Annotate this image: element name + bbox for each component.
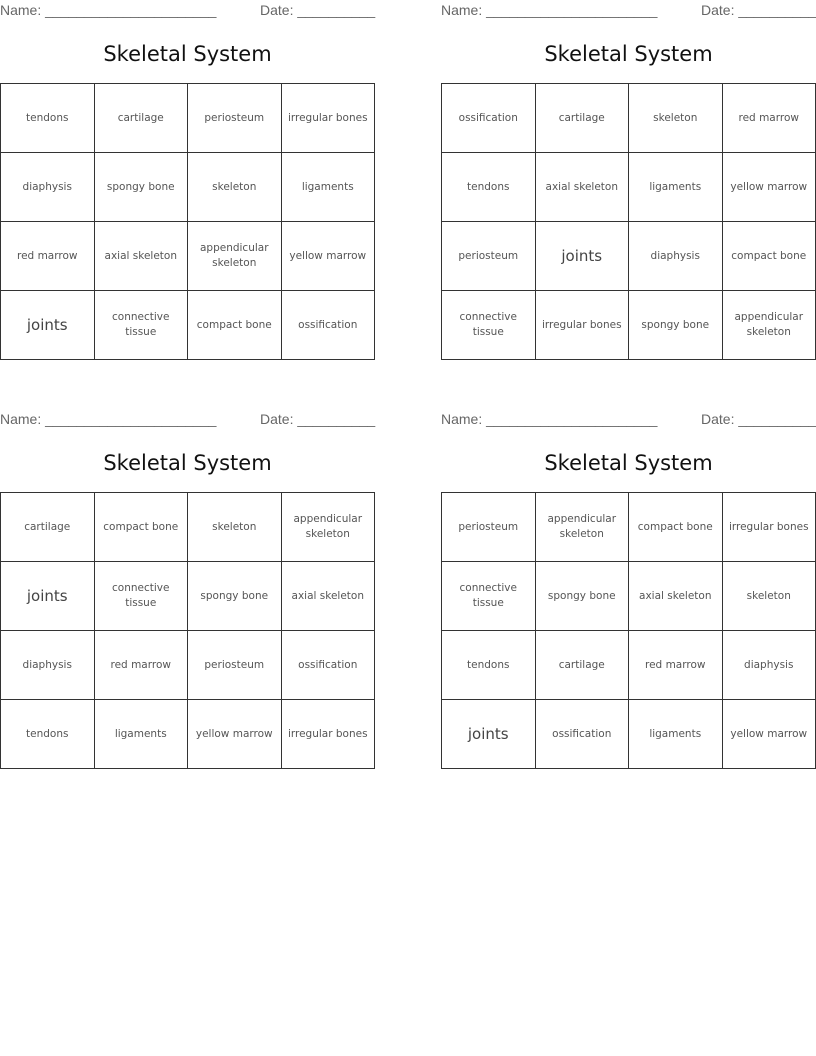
grid-cell: axial skeleton <box>94 222 188 291</box>
grid-cell: joints <box>1 562 95 631</box>
grid-cell: cartilage <box>535 84 629 153</box>
grid-cell: skeleton <box>722 562 816 631</box>
name-field: Name: ______________________ <box>0 2 217 18</box>
grid-cell: axial skeleton <box>535 153 629 222</box>
bingo-grid <box>441 492 816 769</box>
grid-cell: compact bone <box>722 222 816 291</box>
grid-cell: ossification <box>442 84 536 153</box>
grid-row <box>442 153 816 222</box>
grid-cell: spongy bone <box>188 562 282 631</box>
grid-cell: yellow marrow <box>722 153 816 222</box>
grid-cell: periosteum <box>442 493 536 562</box>
grid-cell: skeleton <box>629 84 723 153</box>
grid-cell: cartilage <box>1 493 95 562</box>
grid-cell: connective tissue <box>442 562 536 631</box>
grid-cell: tendons <box>1 700 95 769</box>
grid-cell: irregular bones <box>281 700 375 769</box>
bingo-grid <box>441 83 816 360</box>
date-field: Date: __________ <box>260 411 376 427</box>
grid-row <box>442 291 816 360</box>
grid-cell: skeleton <box>188 153 282 222</box>
grid-cell: compact bone <box>629 493 723 562</box>
grid-cell: cartilage <box>535 631 629 700</box>
grid-cell: connective tissue <box>442 291 536 360</box>
grid-cell: appendicular skeleton <box>281 493 375 562</box>
grid-cell: ossification <box>281 631 375 700</box>
grid-cell: ligaments <box>629 153 723 222</box>
date-field: Date: __________ <box>701 411 816 427</box>
bingo-grid <box>0 492 375 769</box>
grid-cell: diaphysis <box>722 631 816 700</box>
grid-row <box>442 631 816 700</box>
grid-row <box>442 700 816 769</box>
grid-row <box>1 700 375 769</box>
grid-cell: ossification <box>281 291 375 360</box>
grid-cell: skeleton <box>188 493 282 562</box>
card-title: Skeletal System <box>544 451 713 475</box>
grid-cell: spongy bone <box>535 562 629 631</box>
grid-cell: irregular bones <box>281 84 375 153</box>
bingo-grid <box>0 83 375 360</box>
card-header <box>0 409 375 429</box>
grid-row <box>442 84 816 153</box>
card-header <box>441 0 816 20</box>
grid-cell: yellow marrow <box>188 700 282 769</box>
grid-cell: red marrow <box>1 222 95 291</box>
grid-cell: connective tissue <box>94 562 188 631</box>
grid-cell: yellow marrow <box>722 700 816 769</box>
grid-cell: ligaments <box>281 153 375 222</box>
grid-row <box>1 291 375 360</box>
grid-cell: diaphysis <box>1 153 95 222</box>
grid-cell: joints <box>535 222 629 291</box>
card-header <box>0 0 375 20</box>
name-field: Name: ______________________ <box>441 2 658 18</box>
grid-row <box>442 493 816 562</box>
grid-cell: appendicular skeleton <box>535 493 629 562</box>
grid-cell: compact bone <box>94 493 188 562</box>
grid-row <box>1 222 375 291</box>
card-title: Skeletal System <box>103 451 272 475</box>
grid-cell: tendons <box>442 153 536 222</box>
grid-cell: irregular bones <box>535 291 629 360</box>
grid-cell: tendons <box>442 631 536 700</box>
grid-cell: red marrow <box>94 631 188 700</box>
grid-row <box>1 153 375 222</box>
card-header <box>441 409 816 429</box>
grid-row <box>442 222 816 291</box>
grid-cell: axial skeleton <box>281 562 375 631</box>
grid-cell: spongy bone <box>629 291 723 360</box>
grid-cell: ossification <box>535 700 629 769</box>
card-title: Skeletal System <box>103 42 272 66</box>
grid-cell: joints <box>1 291 95 360</box>
grid-cell: joints <box>442 700 536 769</box>
grid-row <box>1 631 375 700</box>
grid-cell: periosteum <box>188 84 282 153</box>
grid-cell: cartilage <box>94 84 188 153</box>
name-field: Name: ______________________ <box>0 411 217 427</box>
grid-cell: compact bone <box>188 291 282 360</box>
grid-row <box>1 84 375 153</box>
grid-cell: diaphysis <box>629 222 723 291</box>
grid-cell: yellow marrow <box>281 222 375 291</box>
grid-cell: ligaments <box>94 700 188 769</box>
grid-cell: red marrow <box>722 84 816 153</box>
grid-cell: periosteum <box>442 222 536 291</box>
grid-cell: appendicular skeleton <box>188 222 282 291</box>
grid-cell: irregular bones <box>722 493 816 562</box>
name-field: Name: ______________________ <box>441 411 658 427</box>
grid-cell: appendicular skeleton <box>722 291 816 360</box>
card-title: Skeletal System <box>544 42 713 66</box>
grid-row <box>442 562 816 631</box>
grid-cell: connective tissue <box>94 291 188 360</box>
date-field: Date: __________ <box>260 2 376 18</box>
grid-cell: periosteum <box>188 631 282 700</box>
grid-cell: red marrow <box>629 631 723 700</box>
grid-cell: tendons <box>1 84 95 153</box>
grid-row <box>1 493 375 562</box>
grid-cell: spongy bone <box>94 153 188 222</box>
grid-cell: axial skeleton <box>629 562 723 631</box>
grid-cell: ligaments <box>629 700 723 769</box>
grid-row <box>1 562 375 631</box>
date-field: Date: __________ <box>701 2 816 18</box>
grid-cell: diaphysis <box>1 631 95 700</box>
